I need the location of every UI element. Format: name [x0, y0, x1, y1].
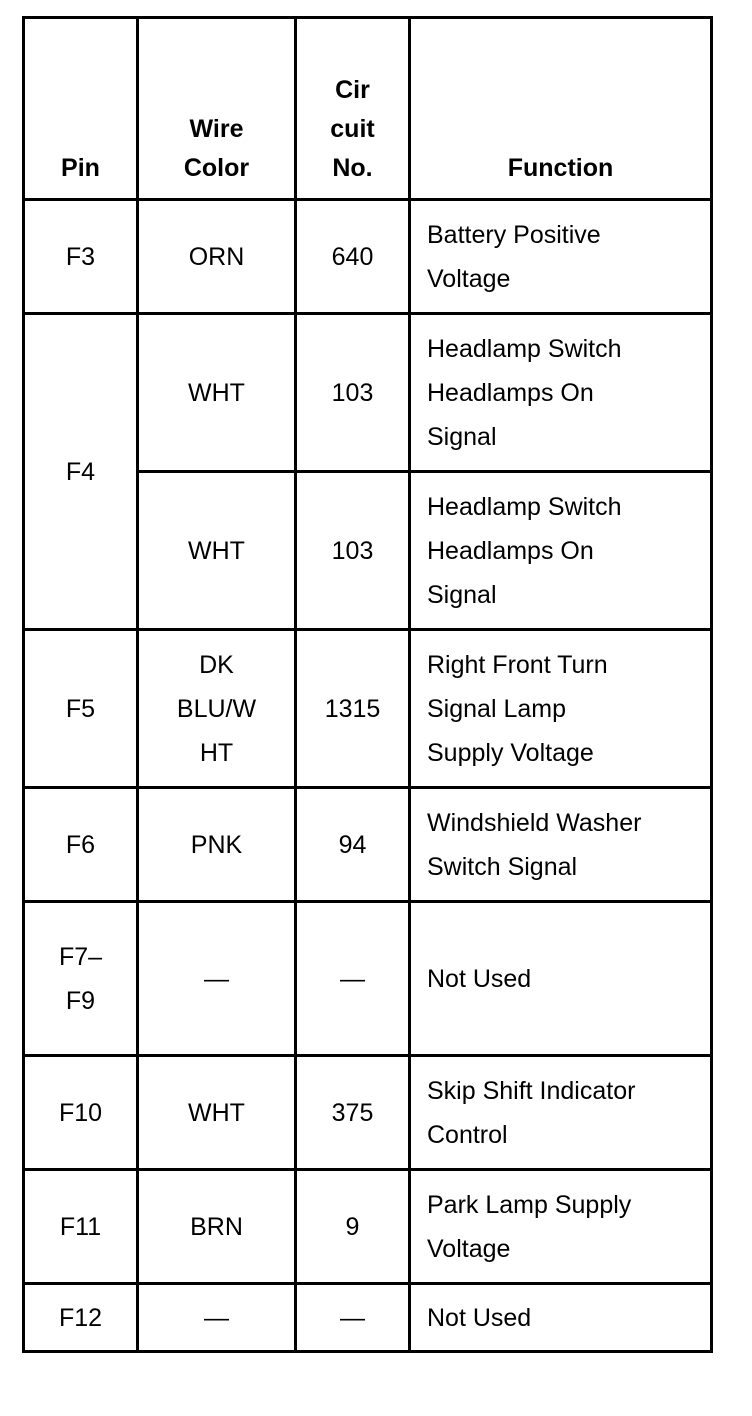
table-row: [24, 1056, 712, 1170]
circuit-cell: 375: [296, 1056, 410, 1170]
connector-pinout-table-wrapper: [22, 16, 713, 1353]
circuit-cell: —: [296, 1284, 410, 1352]
table-row: [24, 1284, 712, 1352]
circuit-cell: 640: [296, 200, 410, 314]
wire-color-cell: ORN: [138, 200, 296, 314]
function-cell: Skip Shift Indicator Control: [410, 1056, 712, 1170]
wire-color-cell: PNK: [138, 788, 296, 902]
header-wire-color: Wire Color: [138, 18, 296, 200]
wire-color-cell: DK BLU/W HT: [138, 630, 296, 788]
function-cell: Not Used: [410, 1284, 712, 1352]
connector-pinout-table: [22, 16, 713, 1353]
table-row: [24, 902, 712, 1056]
wire-color-cell: WHT: [138, 314, 296, 472]
pin-cell: F6: [24, 788, 138, 902]
circuit-cell: 94: [296, 788, 410, 902]
circuit-cell: —: [296, 902, 410, 1056]
header-row: [24, 18, 712, 200]
wire-color-cell: —: [138, 1284, 296, 1352]
circuit-cell: 103: [296, 314, 410, 472]
pin-cell: F10: [24, 1056, 138, 1170]
header-circuit-no: Cir cuit No.: [296, 18, 410, 200]
table-row: [24, 788, 712, 902]
table-row: [24, 314, 712, 472]
table-row: [24, 1170, 712, 1284]
wire-color-cell: WHT: [138, 472, 296, 630]
function-cell: Headlamp Switch Headlamps On Signal: [410, 314, 712, 472]
circuit-cell: 9: [296, 1170, 410, 1284]
pin-cell: F3: [24, 200, 138, 314]
header-pin: Pin: [24, 18, 138, 200]
header-function: Function: [410, 18, 712, 200]
pin-cell: F11: [24, 1170, 138, 1284]
function-cell: Windshield Washer Switch Signal: [410, 788, 712, 902]
table-row: [24, 630, 712, 788]
pin-cell: F5: [24, 630, 138, 788]
function-cell: Not Used: [410, 902, 712, 1056]
pin-cell: F4: [24, 314, 138, 630]
function-cell: Battery Positive Voltage: [410, 200, 712, 314]
pin-cell: F7– F9: [24, 902, 138, 1056]
pin-cell: F12: [24, 1284, 138, 1352]
wire-color-cell: —: [138, 902, 296, 1056]
wire-color-cell: BRN: [138, 1170, 296, 1284]
function-cell: Park Lamp Supply Voltage: [410, 1170, 712, 1284]
table-row: [24, 200, 712, 314]
function-cell: Right Front Turn Signal Lamp Supply Voltage: [410, 630, 712, 788]
wire-color-cell: WHT: [138, 1056, 296, 1170]
function-cell: Headlamp Switch Headlamps On Signal: [410, 472, 712, 630]
circuit-cell: 1315: [296, 630, 410, 788]
circuit-cell: 103: [296, 472, 410, 630]
